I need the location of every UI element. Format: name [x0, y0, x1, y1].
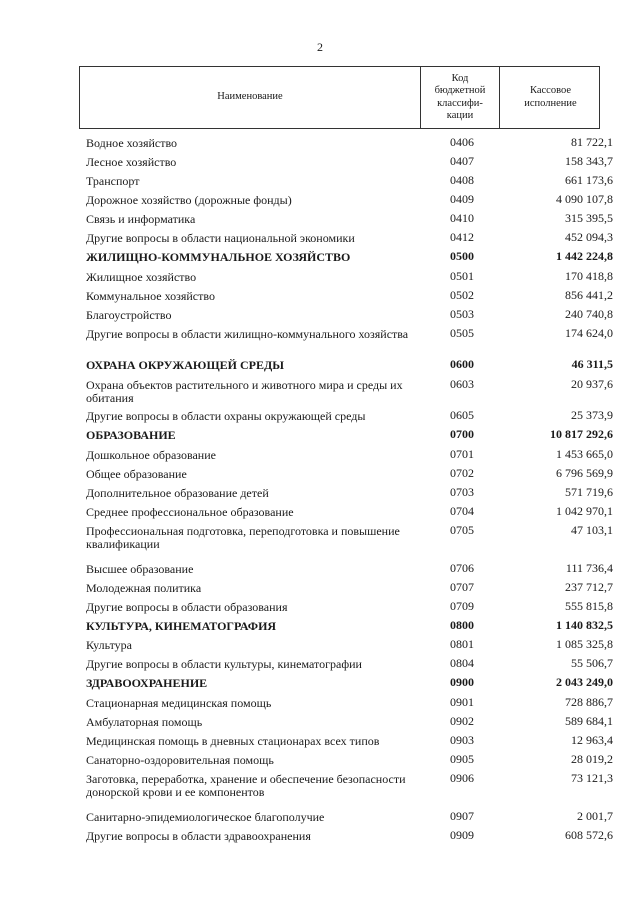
row-code: 0407 [450, 154, 474, 168]
row-value: 55 506,7 [571, 656, 613, 670]
row-name: Лесное хозяйство [86, 155, 177, 169]
row-name: Дошкольное образование [86, 448, 216, 462]
row-value: 47 103,1 [571, 523, 613, 537]
row-name: Высшее образование [86, 562, 194, 576]
row-value: 6 796 569,9 [556, 466, 613, 480]
table-row [0, 502, 640, 521]
row-code: 0502 [450, 288, 474, 302]
row-value: 315 395,5 [565, 211, 613, 225]
row-name: Другие вопросы в области жилищно-коммунального хозяйства [86, 327, 409, 341]
row-value: 1 140 832,5 [556, 618, 613, 632]
row-code: 0901 [450, 695, 474, 709]
header-name-column: Наименование [217, 91, 283, 103]
row-name: КУЛЬТУРА, КИНЕМАТОГРАФИЯ [86, 619, 277, 633]
row-code: 0907 [450, 809, 474, 823]
row-name: Дополнительное образование детей [86, 486, 269, 500]
table-row [0, 616, 640, 635]
table-row [0, 247, 640, 267]
header-execution-label: Кассовое исполнение [524, 85, 577, 109]
row-name: Медицинская помощь в дневных стационарах всех типов [86, 734, 380, 748]
row-name: Другие вопросы в области национальной экономики [86, 231, 355, 245]
row-code: 0903 [450, 733, 474, 747]
row-value: 46 311,5 [571, 357, 613, 371]
row-name: Другие вопросы в области культуры, кинематографии [86, 657, 362, 671]
row-value: 1 453 665,0 [556, 447, 613, 461]
table-row [0, 406, 640, 425]
header-code-column [420, 67, 500, 128]
row-value: 174 624,0 [565, 326, 613, 340]
row-code: 0701 [450, 447, 474, 461]
row-value: 661 173,6 [565, 173, 613, 187]
page-number: 2 [317, 40, 323, 54]
row-code: 0408 [450, 173, 474, 187]
table-row [0, 750, 640, 769]
table-row [0, 712, 640, 731]
row-code: 0709 [450, 599, 474, 613]
row-name: Санитарно-эпидемиологическое благополучие [86, 810, 325, 824]
row-code: 0600 [450, 357, 474, 371]
row-name: Культура [86, 638, 132, 652]
row-value: 237 712,7 [565, 580, 613, 594]
table-row [0, 133, 640, 152]
row-name: Коммунальное хозяйство [86, 289, 215, 303]
row-value: 608 572,6 [565, 828, 613, 842]
row-code: 0501 [450, 269, 474, 283]
row-name: Профессиональная подготовка, переподготовка и повышение квалификации [86, 524, 400, 551]
row-code: 0906 [450, 771, 474, 785]
row-value: 111 736,4 [565, 561, 613, 575]
row-name: Жилищное хозяйство [86, 270, 197, 284]
table-row [0, 209, 640, 228]
row-value: 2 043 249,0 [556, 675, 613, 689]
row-name: Транспорт [86, 174, 140, 188]
row-code: 0706 [450, 561, 474, 575]
table-row [0, 769, 640, 807]
row-value: 240 740,8 [565, 307, 613, 321]
row-value: 856 441,2 [565, 288, 613, 302]
row-code: 0702 [450, 466, 474, 480]
row-value: 4 090 107,8 [556, 192, 613, 206]
row-name: ЗДРАВООХРАНЕНИЕ [86, 676, 208, 690]
row-code: 0801 [450, 637, 474, 651]
table-row [0, 355, 640, 375]
row-name: Среднее профессиональное образование [86, 505, 294, 519]
table-row [0, 324, 640, 355]
table-row [0, 375, 640, 406]
table-row [0, 152, 640, 171]
row-value: 1 085 325,8 [556, 637, 613, 651]
table-row [0, 731, 640, 750]
table-row [0, 654, 640, 673]
row-name: Амбулаторная помощь [86, 715, 203, 729]
row-name: Другие вопросы в области здравоохранения [86, 829, 311, 843]
row-name: ОХРАНА ОКРУЖАЮЩЕЙ СРЕДЫ [86, 358, 284, 372]
table-row [0, 445, 640, 464]
table-row [0, 559, 640, 578]
row-code: 0900 [450, 675, 474, 689]
row-name: Молодежная политика [86, 581, 202, 595]
table-row [0, 826, 640, 845]
row-value: 2 001,7 [577, 809, 613, 823]
row-value: 728 886,7 [565, 695, 613, 709]
row-code: 0707 [450, 580, 474, 594]
row-name: Водное хозяйство [86, 136, 178, 150]
row-code: 0409 [450, 192, 474, 206]
row-value: 571 719,6 [565, 485, 613, 499]
table-row [0, 597, 640, 616]
table-row [0, 425, 640, 445]
table-row [0, 267, 640, 286]
row-name: Санаторно-оздоровительная помощь [86, 753, 274, 767]
table-row [0, 578, 640, 597]
table-row [0, 483, 640, 502]
row-value: 81 722,1 [571, 135, 613, 149]
row-value: 170 418,8 [565, 269, 613, 283]
row-code: 0505 [450, 326, 474, 340]
row-value: 1 042 970,1 [556, 504, 613, 518]
table-row [0, 521, 640, 559]
row-name: Связь и информатика [86, 212, 196, 226]
row-code: 0605 [450, 408, 474, 422]
table-row [0, 464, 640, 483]
row-code: 0410 [450, 211, 474, 225]
row-name: Другие вопросы в области образования [86, 600, 288, 614]
row-value: 12 963,4 [571, 733, 613, 747]
row-value: 10 817 292,6 [550, 427, 613, 441]
row-value: 20 937,6 [571, 377, 613, 391]
table-header [79, 66, 600, 129]
row-code: 0700 [450, 427, 474, 441]
row-name: ОБРАЗОВАНИЕ [86, 428, 176, 442]
row-value: 25 373,9 [571, 408, 613, 422]
row-name: Благоустройство [86, 308, 172, 322]
row-value: 452 094,3 [565, 230, 613, 244]
row-value: 555 815,8 [565, 599, 613, 613]
row-name: Охрана объектов растительного и животного мира и среды их обитания [86, 378, 403, 405]
row-name: Заготовка, переработка, хранение и обеспечение безопасности донорской крови и ее компонентов [86, 772, 406, 799]
table-row [0, 171, 640, 190]
table-body [0, 133, 640, 845]
row-code: 0704 [450, 504, 474, 518]
row-code: 0905 [450, 752, 474, 766]
row-name: Общее образование [86, 467, 187, 481]
row-code: 0902 [450, 714, 474, 728]
row-value: 1 442 224,8 [556, 249, 613, 263]
row-name: ЖИЛИЩНО-КОММУНАЛЬНОЕ ХОЗЯЙСТВО [86, 250, 351, 264]
row-value: 589 684,1 [565, 714, 613, 728]
table-row [0, 635, 640, 654]
header-execution-column [500, 67, 601, 128]
row-code: 0703 [450, 485, 474, 499]
table-row [0, 305, 640, 324]
row-code: 0603 [450, 377, 474, 391]
row-code: 0503 [450, 307, 474, 321]
row-value: 73 121,3 [571, 771, 613, 785]
row-code: 0804 [450, 656, 474, 670]
table-row [0, 673, 640, 693]
table-row [0, 228, 640, 247]
header-code-label: Код бюджетной классифи-кации [434, 72, 486, 121]
row-code: 0800 [450, 618, 474, 632]
table-row [0, 190, 640, 209]
row-name: Другие вопросы в области охраны окружающей среды [86, 409, 366, 423]
row-name: Стационарная медицинская помощь [86, 696, 272, 710]
table-row [0, 807, 640, 826]
row-code: 0705 [450, 523, 474, 537]
row-code: 0500 [450, 249, 474, 263]
row-code: 0909 [450, 828, 474, 842]
row-code: 0406 [450, 135, 474, 149]
row-name: Дорожное хозяйство (дорожные фонды) [86, 193, 292, 207]
row-value: 158 343,7 [565, 154, 613, 168]
table-row [0, 693, 640, 712]
row-value: 28 019,2 [571, 752, 613, 766]
table-row [0, 286, 640, 305]
row-code: 0412 [450, 230, 474, 244]
